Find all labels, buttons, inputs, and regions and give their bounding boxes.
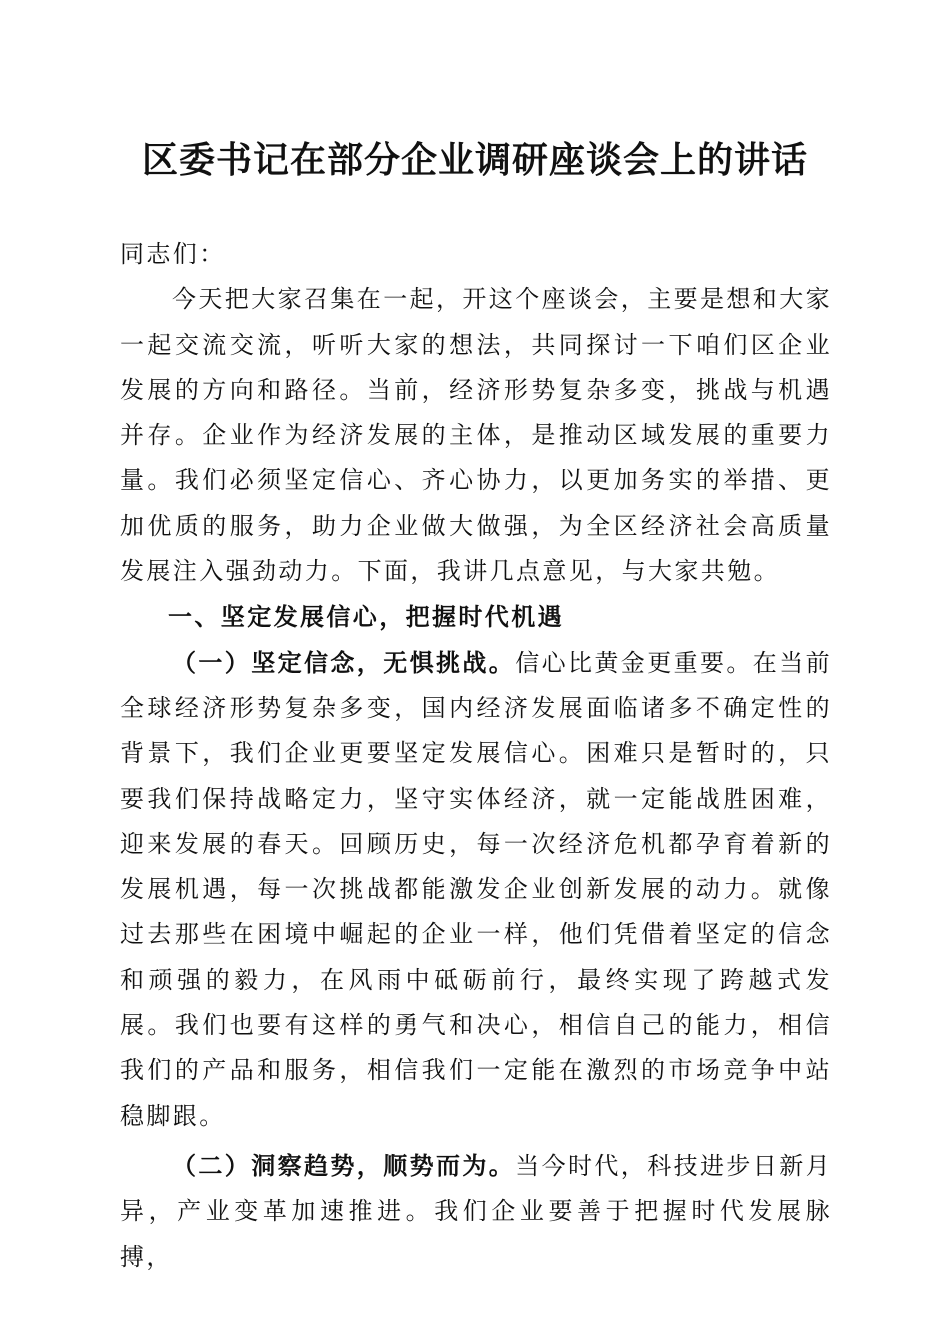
subsection-2-body: 当今时代，科技进步日新月异，产业变革加速推进。我们企业要善于把握时代发展脉搏，: [120, 1151, 833, 1271]
subsection-1-paragraph: [120, 640, 832, 1139]
subsection-1-body: 信心比黄金更重要。在当前全球经济形势复杂多变，国内经济发展面临诸多不确定性的背景下，我们企业更要坚定发展信心。困难只是暂时的，只要我们保持战略定力，坚守实体经济，就一定能战胜困难，迎来发展的春天。回顾历史，每一次经济危机都孕育着新的发展机遇，每一次挑战都能激发企业创新发展的动力。就像过去那些在困境中崛起的企业一样，他们凭借着坚定的信念和顽强的毅力，在风雨中砥砺前行，最终实现了跨越式发展。我们也要有这样的勇气和决心，相信自己的能力，相信我们的产品和服务，相信我们一定能在激烈的市场竞争中站稳脚跟。: [120, 648, 833, 1130]
subsection-2-paragraph: [120, 1143, 832, 1280]
intro-paragraph: 今天把大家召集在一起，开这个座谈会，主要是想和大家一起交流交流，听听大家的想法，共同探讨一下咱们区企业发展的方向和路径。当前，经济形势复杂多变，挑战与机遇并存。企业作为经济发展的主体，是推动区域发展的重要力量。我们必须坚定信心、齐心协力，以更加务实的举措、更加优质的服务，助力企业做大做强，为全区经济社会高质量发展注入强劲动力。下面，我讲几点意见，与大家共勉。: [120, 285, 832, 586]
document-body: [120, 232, 832, 1280]
document-title: 区委书记在部分企业调研座谈会上的讲话: [141, 139, 808, 181]
salutation: 同志们：: [120, 240, 226, 268]
subsection-2-lead: （二）洞察趋势，顺势而为。: [172, 1150, 516, 1180]
section-heading-1: 一、坚定发展信心，把握时代机遇: [168, 602, 564, 632]
subsection-1-lead: （一）坚定信念，无惧挑战。: [172, 647, 516, 677]
